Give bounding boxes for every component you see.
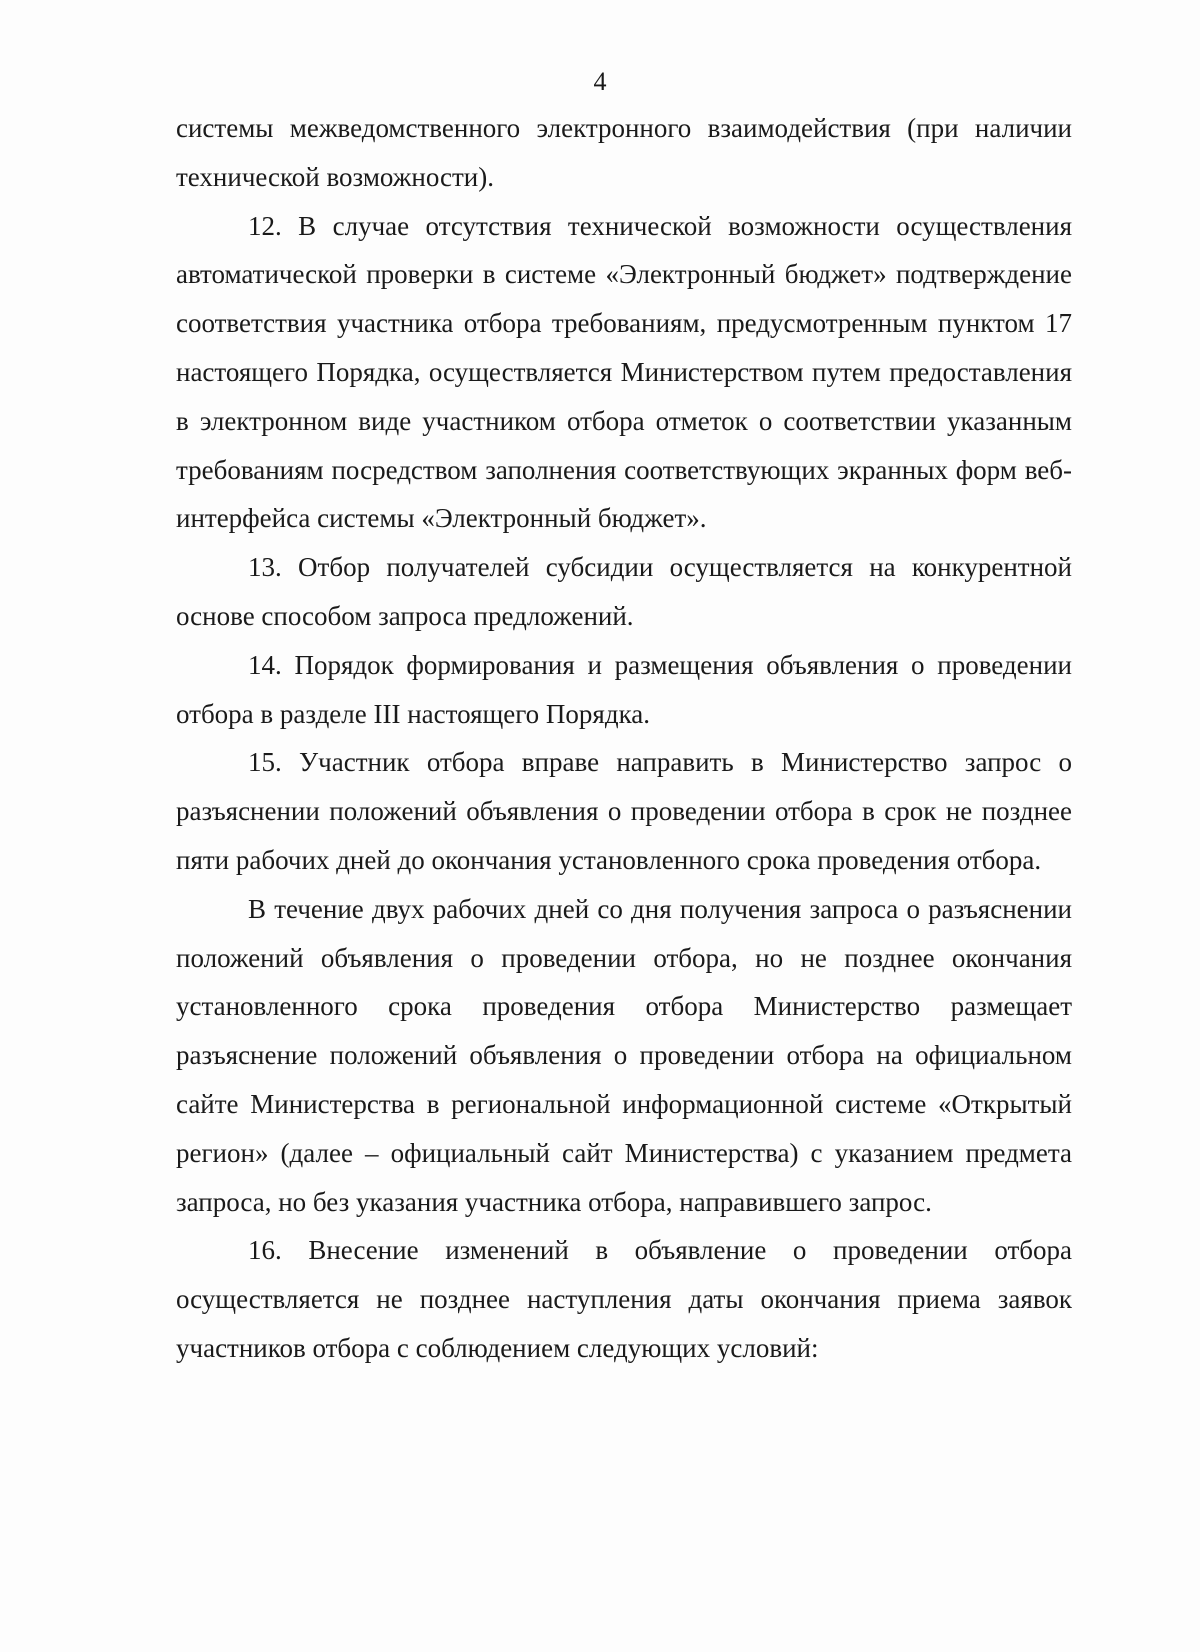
paragraph-item-15-clarification: В течение двух рабочих дней со дня получения запроса о разъяснении положений объявления о проведении отбора, но не позднее окончания установленного срока проведения отбора Министерство размещает разъяснение положений объявления о проведении отбора на официальном сайте Министерства в региональной информационной системе «Открытый регион» (далее – официальный сайт Министерства) с указанием предмета запроса, но без указания участника отбора, направившего запрос. [176, 893, 1072, 1217]
paragraph-item-13: 13. Отбор получателей субсидии осуществляется на конкурентной основе способом запроса предложений. [176, 552, 1072, 631]
paragraph-item-12: 12. В случае отсутствия технической возможности осуществления автоматической проверки в системе «Электронный бюджет» подтверждение соответствия участника отбора требованиям, предусмотренным пунктом 17 настоящего Порядка, осуществляется Министерством путем предоставления в электронном виде участником отбора отметок о соответствии указанным требованиям посредством заполнения соответствующих экранных форм веб-интерфейса системы «Электронный бюджет». [176, 210, 1072, 534]
document-body [176, 104, 1072, 1373]
page-number: 4 [593, 67, 607, 96]
paragraph-item-15: 15. Участник отбора вправе направить в Министерство запрос о разъяснении положений объявления о проведении отбора в срок не позднее пяти рабочих дней до окончания установленного срока проведения отбора. [176, 747, 1072, 875]
paragraph-continuation: системы межведомственного электронного взаимодействия (при наличии технической возможности). [176, 113, 1072, 192]
paragraph-item-14: 14. Порядок формирования и размещения объявления о проведении отбора в разделе III настоящего Порядка. [176, 649, 1072, 729]
paragraph-item-16: 16. Внесение изменений в объявление о проведении отбора осуществляется не позднее наступления даты окончания приема заявок участников отбора с соблюдением следующих условий: [176, 1235, 1072, 1363]
